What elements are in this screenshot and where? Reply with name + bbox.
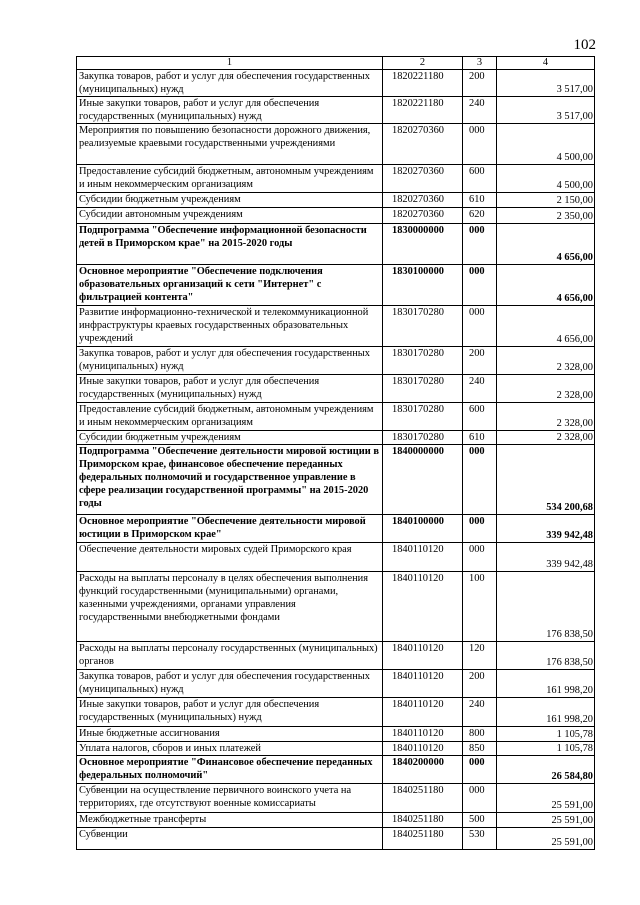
table-row [77, 97, 595, 124]
table-row [77, 445, 595, 515]
header-col-1: 1 [77, 57, 383, 70]
header-col-3: 3 [463, 57, 497, 70]
table-row [77, 727, 595, 742]
row-code-cell: 1840110120 [383, 742, 463, 756]
row-amount-cell: 25 591,00 [497, 828, 595, 850]
row-name-cell: Уплата налогов, сборов и иных платежей [77, 742, 383, 756]
row-code-cell: 1830170280 [383, 375, 463, 403]
row-type-cell: 500 [463, 813, 497, 828]
row-amount-cell: 1 105,78 [497, 727, 595, 742]
row-code-cell: 1830170280 [383, 431, 463, 445]
row-name-cell: Иные закупки товаров, работ и услуг для обеспечения государственных (муниципальных) нужд [77, 698, 383, 727]
row-name-cell: Предоставление субсидий бюджетным, автономным учреждениям и иным некоммерческим организациям [77, 165, 383, 193]
table-row [77, 828, 595, 850]
row-amount-cell: 176 838,50 [497, 642, 595, 670]
row-code-cell: 1840251180 [383, 828, 463, 850]
table-row [77, 124, 595, 165]
row-code-cell: 1820270360 [383, 124, 463, 165]
row-name-cell: Субсидии бюджетным учреждениям [77, 431, 383, 445]
row-code-cell: 1830170280 [383, 403, 463, 431]
row-type-cell: 000 [463, 543, 497, 572]
row-type-cell: 000 [463, 224, 497, 265]
row-type-cell: 600 [463, 165, 497, 193]
header-row [77, 57, 595, 70]
row-code-cell: 1820270360 [383, 193, 463, 208]
row-code-cell: 1840110120 [383, 572, 463, 642]
row-name-cell: Основное мероприятие "Финансовое обеспечение переданных федеральных полномочий" [77, 756, 383, 784]
row-type-cell: 240 [463, 97, 497, 124]
row-code-cell: 1840110120 [383, 670, 463, 698]
row-type-cell: 610 [463, 193, 497, 208]
row-amount-cell: 3 517,00 [497, 70, 595, 97]
table-row [77, 165, 595, 193]
table-row [77, 70, 595, 97]
row-type-cell: 000 [463, 515, 497, 543]
row-type-cell: 000 [463, 784, 497, 813]
row-code-cell: 1820270360 [383, 165, 463, 193]
row-name-cell: Расходы на выплаты персоналу государственных (муниципальных) органов [77, 642, 383, 670]
row-amount-cell: 4 656,00 [497, 224, 595, 265]
row-name-cell: Обеспечение деятельности мировых судей Приморского края [77, 543, 383, 572]
table-row [77, 813, 595, 828]
row-type-cell: 610 [463, 431, 497, 445]
row-code-cell: 1840100000 [383, 515, 463, 543]
row-type-cell: 200 [463, 347, 497, 375]
row-type-cell: 100 [463, 572, 497, 642]
row-code-cell: 1840110120 [383, 727, 463, 742]
row-amount-cell: 26 584,80 [497, 756, 595, 784]
table-row [77, 403, 595, 431]
row-amount-cell: 2 328,00 [497, 375, 595, 403]
row-code-cell: 1840000000 [383, 445, 463, 515]
table-row [77, 756, 595, 784]
row-type-cell: 200 [463, 70, 497, 97]
row-type-cell: 600 [463, 403, 497, 431]
table-row [77, 784, 595, 813]
row-amount-cell: 161 998,20 [497, 698, 595, 727]
table-row [77, 265, 595, 306]
row-amount-cell: 3 517,00 [497, 97, 595, 124]
page-number: 102 [573, 37, 596, 53]
table-row [77, 431, 595, 445]
row-name-cell: Субсидии автономным учреждениям [77, 208, 383, 224]
row-code-cell: 1830000000 [383, 224, 463, 265]
table-row [77, 515, 595, 543]
row-type-cell: 000 [463, 124, 497, 165]
row-amount-cell: 25 591,00 [497, 784, 595, 813]
row-name-cell: Закупка товаров, работ и услуг для обеспечения государственных (муниципальных) нужд [77, 70, 383, 97]
row-type-cell: 240 [463, 375, 497, 403]
table-row [77, 375, 595, 403]
row-type-cell: 530 [463, 828, 497, 850]
row-code-cell: 1840251180 [383, 784, 463, 813]
table-row [77, 347, 595, 375]
row-name-cell: Развитие информационно-технической и телекоммуникационной инфраструктуры краевых государственных образовательных учреждений [77, 306, 383, 347]
row-type-cell: 200 [463, 670, 497, 698]
row-amount-cell: 4 500,00 [497, 165, 595, 193]
row-amount-cell: 4 500,00 [497, 124, 595, 165]
table-row [77, 698, 595, 727]
table-row [77, 208, 595, 224]
row-name-cell: Мероприятия по повышению безопасности дорожного движения, реализуемые краевыми государственными учреждениями [77, 124, 383, 165]
header-col-2: 2 [383, 57, 463, 70]
row-name-cell: Иные закупки товаров, работ и услуг для обеспечения государственных (муниципальных) нужд [77, 375, 383, 403]
row-name-cell: Подпрограмма "Обеспечение деятельности мировой юстиции в Приморском крае, финансовое обеспечение переданных федеральных полномочий и государственное управление в сфере реализации государственной программы" на 2015-2020 годы [77, 445, 383, 515]
row-name-cell: Предоставление субсидий бюджетным, автономным учреждениям и иным некоммерческим организациям [77, 403, 383, 431]
row-code-cell: 1840110120 [383, 698, 463, 727]
row-code-cell: 1840200000 [383, 756, 463, 784]
row-name-cell: Закупка товаров, работ и услуг для обеспечения государственных (муниципальных) нужд [77, 347, 383, 375]
row-code-cell: 1830170280 [383, 347, 463, 375]
row-amount-cell: 2 328,00 [497, 347, 595, 375]
row-name-cell: Основное мероприятие "Обеспечение деятельности мировой юстиции в Приморском крае" [77, 515, 383, 543]
table-row [77, 543, 595, 572]
header-col-4: 4 [497, 57, 595, 70]
row-name-cell: Иные бюджетные ассигнования [77, 727, 383, 742]
row-amount-cell: 2 328,00 [497, 431, 595, 445]
row-amount-cell: 2 350,00 [497, 208, 595, 224]
row-name-cell: Подпрограмма "Обеспечение информационной безопасности детей в Приморском крае" на 2015-2020 годы [77, 224, 383, 265]
row-name-cell: Субвенции на осуществление первичного воинского учета на территориях, где отсутствуют военные комиссариаты [77, 784, 383, 813]
row-code-cell: 1830100000 [383, 265, 463, 306]
row-type-cell: 850 [463, 742, 497, 756]
row-name-cell: Расходы на выплаты персоналу в целях обеспечения выполнения функций государственными (муниципальными) органами, казенными учреждениями, органами управления государственными внебюджетными фондами [77, 572, 383, 642]
row-amount-cell: 161 998,20 [497, 670, 595, 698]
row-amount-cell: 2 150,00 [497, 193, 595, 208]
row-amount-cell: 534 200,68 [497, 445, 595, 515]
row-type-cell: 000 [463, 306, 497, 347]
row-type-cell: 000 [463, 756, 497, 784]
table-row [77, 224, 595, 265]
row-name-cell: Субвенции [77, 828, 383, 850]
row-name-cell: Закупка товаров, работ и услуг для обеспечения государственных (муниципальных) нужд [77, 670, 383, 698]
budget-table [76, 56, 595, 850]
row-type-cell: 120 [463, 642, 497, 670]
row-amount-cell: 339 942,48 [497, 543, 595, 572]
row-code-cell: 1820221180 [383, 70, 463, 97]
row-name-cell: Межбюджетные трансферты [77, 813, 383, 828]
row-amount-cell: 339 942,48 [497, 515, 595, 543]
row-code-cell: 1840110120 [383, 642, 463, 670]
row-type-cell: 000 [463, 265, 497, 306]
row-amount-cell: 25 591,00 [497, 813, 595, 828]
row-name-cell: Основное мероприятие "Обеспечение подключения образовательных организаций к сети "Интернет" с фильтрацией контента" [77, 265, 383, 306]
row-amount-cell: 176 838,50 [497, 572, 595, 642]
table-row [77, 572, 595, 642]
table-row [77, 742, 595, 756]
table-row [77, 670, 595, 698]
row-code-cell: 1820221180 [383, 97, 463, 124]
row-type-cell: 620 [463, 208, 497, 224]
row-type-cell: 800 [463, 727, 497, 742]
row-type-cell: 240 [463, 698, 497, 727]
row-amount-cell: 4 656,00 [497, 265, 595, 306]
row-type-cell: 000 [463, 445, 497, 515]
table-row [77, 306, 595, 347]
table-row [77, 642, 595, 670]
row-name-cell: Иные закупки товаров, работ и услуг для обеспечения государственных (муниципальных) нужд [77, 97, 383, 124]
row-code-cell: 1830170280 [383, 306, 463, 347]
row-amount-cell: 4 656,00 [497, 306, 595, 347]
row-amount-cell: 2 328,00 [497, 403, 595, 431]
table-body [77, 70, 595, 850]
row-amount-cell: 1 105,78 [497, 742, 595, 756]
table-row [77, 193, 595, 208]
row-code-cell: 1820270360 [383, 208, 463, 224]
row-code-cell: 1840251180 [383, 813, 463, 828]
row-name-cell: Субсидии бюджетным учреждениям [77, 193, 383, 208]
row-code-cell: 1840110120 [383, 543, 463, 572]
